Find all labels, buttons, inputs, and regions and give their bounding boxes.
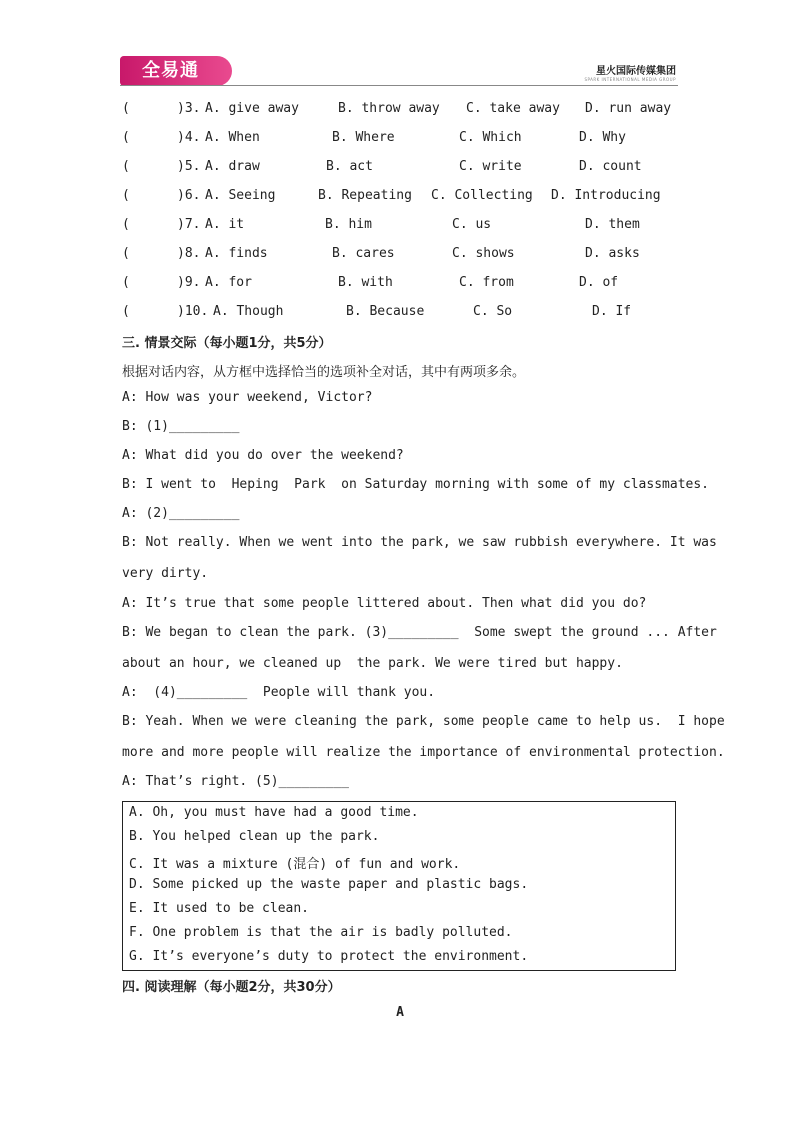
option-c: C. us	[452, 217, 492, 232]
dialogue-line: about an hour, we cleaned up the park. We were tired but happy.	[122, 656, 623, 671]
question-number: )7.	[177, 217, 201, 232]
question-number: )6.	[177, 188, 201, 203]
question-number: )4.	[177, 130, 201, 145]
option-b: B. with	[338, 275, 393, 290]
option-d: D. run away	[585, 101, 672, 116]
box-option: E. It used to be clean.	[129, 901, 310, 916]
option-d: D. count	[579, 159, 642, 174]
option-c: C. Collecting	[431, 188, 533, 203]
dialogue-line: B: (1)_________	[122, 419, 240, 434]
brand	[584, 62, 676, 82]
option-c: C. shows	[452, 246, 515, 261]
question-number: )10.	[177, 304, 209, 319]
option-a: A. finds	[205, 246, 268, 261]
answer-blank-paren: (	[122, 159, 130, 174]
option-c: C. take away	[466, 101, 560, 116]
answer-blank-paren: (	[122, 304, 130, 319]
option-d: D. Why	[579, 130, 626, 145]
logo: 全易通	[120, 56, 232, 86]
question-row	[122, 101, 682, 119]
option-d: D. Introducing	[551, 188, 661, 203]
brand-name-en: SPARK INTERNATIONAL MEDIA GROUP	[584, 77, 676, 82]
dialogue-line: very dirty.	[122, 566, 209, 581]
question-number: )8.	[177, 246, 201, 261]
question-row	[122, 188, 682, 206]
section-4-title: 四. 阅读理解（每小题2分，共30分）	[122, 980, 341, 995]
answer-blank-paren: (	[122, 217, 130, 232]
dialogue-line: A: How was your weekend, Victor?	[122, 390, 373, 405]
question-row	[122, 246, 682, 264]
answer-blank-paren: (	[122, 246, 130, 261]
question-row	[122, 159, 682, 177]
option-b: B. throw away	[338, 101, 440, 116]
box-option: B. You helped clean up the park.	[129, 829, 380, 844]
dialogue-line: B: Yeah. When we were cleaning the park, some people came to help us. I hope	[122, 714, 725, 729]
options-box	[122, 801, 676, 971]
dialogue-line: A: (2)_________	[122, 506, 240, 521]
option-a: A. for	[205, 275, 252, 290]
answer-blank-paren: (	[122, 275, 130, 290]
dialogue-line: more and more people will realize the importance of environmental protection.	[122, 745, 725, 760]
header-divider	[120, 85, 678, 86]
box-option: F. One problem is that the air is badly polluted.	[129, 925, 513, 940]
option-b: B. him	[325, 217, 372, 232]
question-number: )3.	[177, 101, 201, 116]
dialogue-line: B: We began to clean the park. (3)_________ Some swept the ground ... After	[122, 625, 717, 640]
option-d: D. If	[592, 304, 632, 319]
answer-blank-paren: (	[122, 101, 130, 116]
option-a: A. give away	[205, 101, 299, 116]
box-option: C. It was a mixture (混合) of fun and work.	[129, 857, 461, 872]
answer-blank-paren: (	[122, 130, 130, 145]
dialogue-line: A: (4)_________ People will thank you.	[122, 685, 436, 700]
passage-label: A	[396, 1005, 404, 1020]
option-a: A. Though	[213, 304, 284, 319]
brand-name-cn: 星火国际传媒集团	[596, 66, 676, 77]
option-b: B. Repeating	[318, 188, 412, 203]
option-b: B. act	[326, 159, 373, 174]
option-c: C. from	[459, 275, 514, 290]
option-b: B. Where	[332, 130, 395, 145]
question-row	[122, 217, 682, 235]
box-option: G. It’s everyone’s duty to protect the environment.	[129, 949, 529, 964]
option-a: A. it	[205, 217, 245, 232]
answer-blank-paren: (	[122, 188, 130, 203]
question-number: )9.	[177, 275, 201, 290]
dialogue-line: B: Not really. When we went into the park, we saw rubbish everywhere. It was	[122, 535, 717, 550]
option-a: A. draw	[205, 159, 260, 174]
dialogue-line: B: I went to Heping Park on Saturday morning with some of my classmates.	[122, 477, 709, 492]
option-c: C. write	[459, 159, 522, 174]
dialogue-line: A: That’s right. (5)_________	[122, 774, 349, 789]
option-a: A. When	[205, 130, 260, 145]
option-c: C. Which	[459, 130, 522, 145]
option-d: D. of	[579, 275, 619, 290]
section-3-title: 三. 情景交际（每小题1分，共5分）	[122, 336, 332, 351]
option-a: A. Seeing	[205, 188, 276, 203]
dialogue-line: A: It’s true that some people littered about. Then what did you do?	[122, 596, 647, 611]
option-b: B. cares	[332, 246, 395, 261]
option-d: D. them	[585, 217, 640, 232]
question-row	[122, 130, 682, 148]
box-option: A. Oh, you must have had a good time.	[129, 805, 419, 820]
dialogue-line: A: What did you do over the weekend?	[122, 448, 404, 463]
option-d: D. asks	[585, 246, 640, 261]
box-option: D. Some picked up the waste paper and plastic bags.	[129, 877, 529, 892]
section-3-instruction: 根据对话内容，从方框中选择恰当的选项补全对话，其中有两项多余。	[122, 365, 526, 380]
option-c: C. So	[473, 304, 513, 319]
question-row	[122, 275, 682, 293]
question-row	[122, 304, 682, 322]
option-b: B. Because	[346, 304, 425, 319]
question-number: )5.	[177, 159, 201, 174]
